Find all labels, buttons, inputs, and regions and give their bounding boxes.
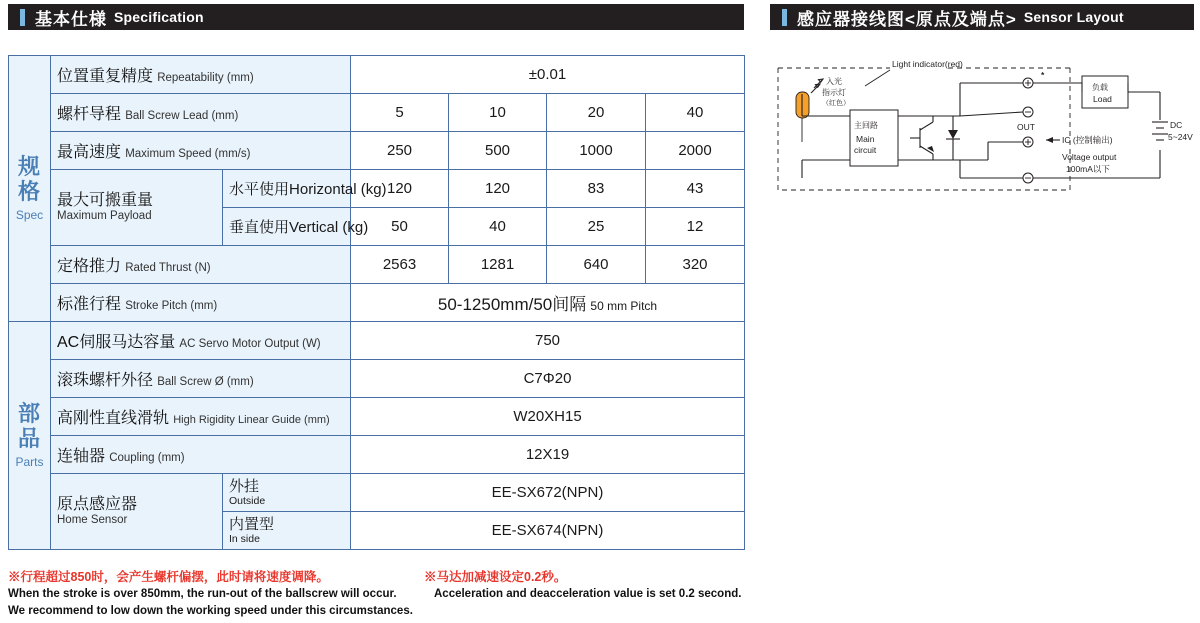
main-circuit-en-1: Main: [856, 134, 875, 144]
footnote-stroke-en-1: When the stroke is over 850mm, the run-out of the ballscrew will occur.: [8, 588, 397, 601]
label-en: Maximum Payload: [57, 210, 152, 223]
label-en: Ball Screw Ø (mm): [157, 376, 254, 388]
table-row: [9, 132, 745, 170]
value-stroke-pitch-en: 50 mm Pitch: [590, 299, 658, 313]
footnotes-right: [424, 568, 754, 603]
value-cell: 10: [449, 94, 547, 132]
value-cell: 2000: [646, 132, 745, 170]
sub-label-cn: 内置型: [229, 515, 275, 533]
row-label-ac-servo-motor-output: [51, 322, 351, 360]
sub-label-horizontal: [223, 170, 387, 208]
terminal-out-upper: [1023, 107, 1033, 117]
value-cell: 20: [547, 94, 646, 132]
row-label-home-sensor: [51, 474, 223, 550]
label-en: Stroke Pitch (mm): [125, 300, 218, 312]
label-en: Repeatability (mm): [157, 72, 254, 84]
row-label-coupling: [51, 436, 351, 474]
dc-source-icon: [1152, 122, 1168, 140]
table-row: [9, 94, 745, 132]
label-cn: AC伺服马达容量: [57, 334, 176, 351]
sub-label-en: In side: [229, 533, 260, 546]
row-label-maximum-speed: [51, 132, 351, 170]
sub-label-cn: 垂直使用: [229, 219, 290, 236]
table-row: [9, 284, 745, 322]
light-indicator-cn-1: 入光: [826, 77, 842, 86]
table-row: [9, 360, 745, 398]
value-cell: 40: [449, 208, 547, 246]
table-row: [9, 474, 745, 512]
group-spec-en: Spec: [15, 207, 44, 222]
label-en: Ball Screw Lead (mm): [125, 110, 239, 122]
table-row: [9, 398, 745, 436]
value-cell: 640: [547, 246, 646, 284]
label-cn: 原点感应器: [57, 495, 138, 513]
value-cell: 320: [646, 246, 745, 284]
specification-header-cn: 基本仕様: [35, 9, 107, 29]
accent-bar: [20, 9, 25, 26]
value-cell: 500: [449, 132, 547, 170]
value-cell: 120: [449, 170, 547, 208]
value-coupling: 12X19: [351, 436, 745, 474]
value-cell: 43: [646, 170, 745, 208]
footnote-accel-red: ※马达加减速设定0.2秒。: [424, 570, 567, 584]
value-ball-screw-diameter: C7Φ20: [351, 360, 745, 398]
value-cell: 5: [351, 94, 449, 132]
row-label-stroke-pitch: [51, 284, 351, 322]
sub-label-inside: [223, 512, 351, 550]
label-cn: 高刚性直线滑轨: [57, 410, 170, 427]
specification-header: [8, 4, 744, 30]
voltage-output-label-1: Voltage output: [1062, 152, 1117, 162]
light-indicator-label: Light indicator(red): [892, 59, 963, 69]
label-cn: 标准行程: [57, 296, 122, 313]
asterisk-label: *: [1041, 70, 1045, 80]
value-cell: 40: [646, 94, 745, 132]
light-indicator-cn-2: 指示灯: [822, 88, 846, 97]
value-cell: 1281: [449, 246, 547, 284]
sub-label-cn: 外挂: [229, 477, 260, 495]
label-cn: 定格推力: [57, 258, 122, 275]
terminal-minus: [1023, 173, 1033, 183]
group-parts-en: Parts: [15, 454, 44, 469]
table-row: [9, 246, 745, 284]
table-row: [9, 322, 745, 360]
footnote-stroke-en-2: We recommend to low down the working speed under this circumstances.: [8, 604, 413, 617]
load-en: Load: [1093, 94, 1112, 104]
group-spec-cn: 规格: [17, 154, 41, 204]
specification-table: [8, 55, 745, 550]
sub-label-outside: [223, 474, 351, 512]
table-row: [9, 170, 745, 208]
dc-range-label: 5~24V: [1168, 132, 1193, 142]
label-en: Coupling (mm): [109, 452, 185, 464]
label-en: Maximum Speed (mm/s): [125, 148, 251, 160]
sensor-layout-header: [770, 4, 1194, 30]
dc-label: DC: [1170, 120, 1183, 130]
sub-label-vertical: [223, 208, 369, 246]
sensor-layout-diagram: [770, 50, 1194, 220]
value-home-sensor-outside: EE-SX672(NPN): [351, 474, 745, 512]
load-cn: 负载: [1092, 83, 1108, 92]
light-indicator-cn-3: （红色）: [822, 100, 850, 107]
out-label: OUT: [1017, 122, 1035, 132]
sub-label-en: Horizontal (kg): [289, 181, 387, 198]
footnote-stroke-red: ※行程超过850时，会产生螺杆偏摆，此时请将速度调降。: [8, 570, 329, 584]
main-circuit-en-2: circuit: [854, 145, 877, 155]
label-cn: 螺杆导程: [57, 106, 122, 123]
label-cn: 连轴器: [57, 448, 106, 465]
label-cn: 最高速度: [57, 144, 122, 161]
group-spec: [9, 56, 51, 322]
label-en: Home Sensor: [57, 514, 128, 527]
sub-label-en: Outside: [229, 495, 266, 508]
value-cell: 50: [351, 208, 449, 246]
value-stroke-pitch-cn: 50-1250mm/50间隔: [437, 295, 587, 314]
value-cell: 2563: [351, 246, 449, 284]
label-en: AC Servo Motor Output (W): [179, 338, 321, 350]
group-parts: [9, 322, 51, 550]
label-cn: 位置重复精度: [57, 68, 154, 85]
accent-bar: [782, 9, 787, 26]
label-cn: 最大可搬重量: [57, 191, 154, 209]
sub-label-en: Vertical (kg): [289, 219, 369, 236]
value-cell: 12: [646, 208, 745, 246]
label-en: Rated Thrust (N): [125, 262, 211, 274]
group-parts-cn: 部品: [17, 401, 41, 451]
value-ac-servo-motor-output: 750: [351, 322, 745, 360]
value-cell: 250: [351, 132, 449, 170]
value-stroke-pitch: [351, 284, 745, 322]
table-row: [9, 436, 745, 474]
sensor-layout-header-en: Sensor Layout: [1023, 9, 1124, 25]
transistor-icon: [910, 116, 934, 160]
row-label-linear-guide: [51, 398, 351, 436]
row-label-ball-screw-lead: [51, 94, 351, 132]
ic-control-output-label: IC (控制输出): [1062, 135, 1113, 145]
label-en: High Rigidity Linear Guide (mm): [173, 414, 330, 426]
value-cell: 25: [547, 208, 646, 246]
value-linear-guide: W20XH15: [351, 398, 745, 436]
voltage-output-label-2: 100mA以下: [1066, 164, 1110, 174]
sensor-layout-header-cn: 感应器接线图<原点及端点>: [797, 9, 1017, 29]
diode-icon: [946, 116, 960, 160]
value-home-sensor-inside: EE-SX674(NPN): [351, 512, 745, 550]
value-cell: 83: [547, 170, 646, 208]
row-label-maximum-payload: [51, 170, 223, 246]
row-label-repeatability: [51, 56, 351, 94]
value-repeatability: ±0.01: [351, 56, 745, 94]
table-row: [9, 56, 745, 94]
terminal-plus: [1023, 78, 1033, 88]
main-circuit-cn: 主回路: [854, 121, 878, 130]
label-cn: 滚珠螺杆外径: [57, 372, 154, 389]
row-label-ball-screw-diameter: [51, 360, 351, 398]
value-cell: 120: [351, 170, 449, 208]
row-label-rated-thrust: [51, 246, 351, 284]
footnote-accel-en: Acceleration and deacceleration value is set 0.2 second.: [434, 588, 742, 601]
specification-header-en: Specification: [114, 9, 204, 25]
terminal-out-lower: [1023, 137, 1033, 147]
sub-label-cn: 水平使用: [229, 181, 290, 198]
value-cell: 1000: [547, 132, 646, 170]
